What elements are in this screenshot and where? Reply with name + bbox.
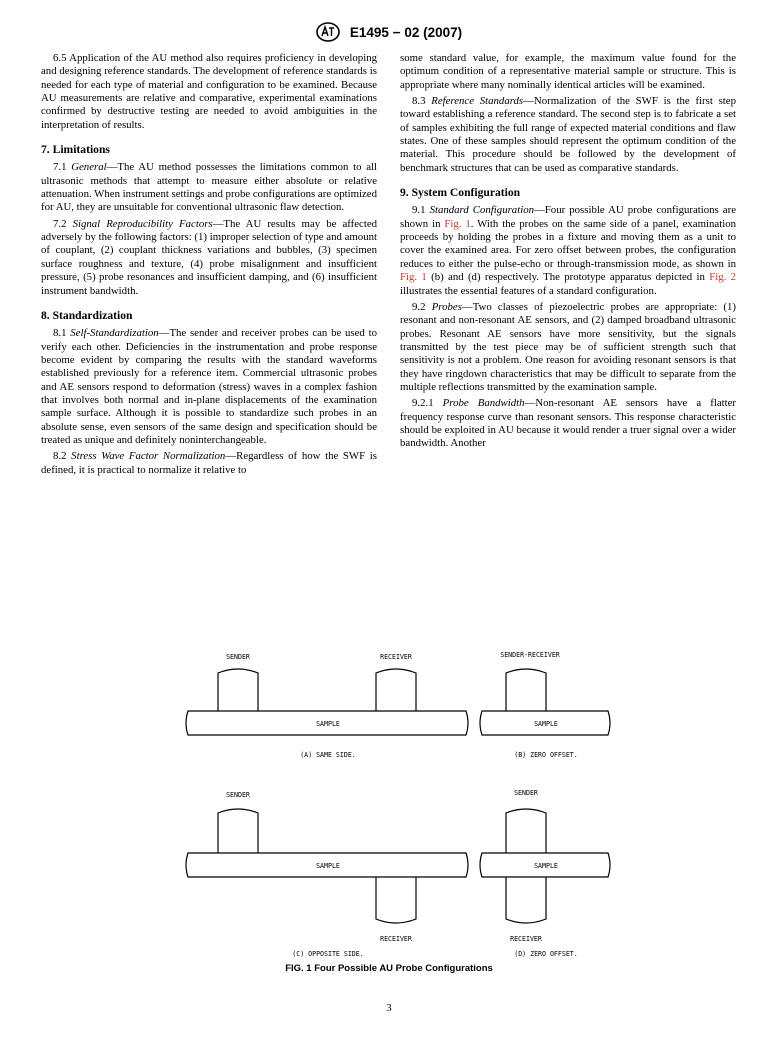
label-c-sample: SAMPLE — [316, 862, 340, 870]
sender-receiver-probe — [506, 669, 546, 711]
figure-1 — [160, 643, 620, 959]
caption-d: (D) ZERO OFFSET. — [514, 950, 578, 958]
paragraph-9-1: 9.1 Standard Configuration—Four possible AU probe configurations are shown in Fig. 1. With the probes on the same side of a panel, examination proceeds by holding the probes in a fixture and moving them as a unit to cover the examined area. For zero offset between probes, the configuration reduces to either the pulse-echo or through-transmission mode, as shown in Fig. 1 (b) and (d) respectively. The prototype apparatus depicted in Fig. 2 illustrates the essential features of a standard configuration. — [400, 204, 737, 297]
probe-configurations-diagram — [160, 643, 620, 959]
paragraph-9-2-1: 9.2.1 Probe Bandwidth—Non-resonant AE sensors have a flatter frequency response curve than resonant sensors. This response characteristic should be exploited in AU because it would render a truer signal over a wider bandwidth. Another — [400, 397, 736, 450]
paragraph-6-5: 6.5 Application of the AU method also requires proficiency in developing and designing reference standards. The development of reference standards is needed for each type of material and configuration to be examined. Because AU measurements are relative and comparative, experimental examinations confirmed by destructive testing are needed to avoid ambiguities in the interpretation of results. — [41, 52, 377, 131]
section-heading-limitations: 7. Limitations — [41, 143, 110, 157]
astm-logo-icon — [316, 22, 340, 42]
document-id: E1495 − 02 (2007) — [349, 24, 463, 40]
label-c-sender: SENDER — [226, 791, 250, 799]
label-a-sender: SENDER — [226, 653, 250, 661]
label-c-receiver: RECEIVER — [380, 935, 412, 943]
caption-c: (C) OPPOSITE SIDE. — [292, 950, 364, 958]
receiver-probe — [506, 877, 546, 923]
paragraph-7-1: 7.1 General—The AU method possesses the limitations common to all ultrasonic methods that attempt to measure either absolute or relative attenuation. When instrument settings and probe configurations are optimized for AU, they are unsuitable for conventional ultrasonic flaw detection. — [41, 161, 377, 214]
sender-probe — [218, 809, 258, 853]
fig-1-link[interactable]: Fig. 1 — [400, 271, 427, 284]
caption-b: (B) ZERO OFFSET. — [514, 751, 578, 759]
paragraph-8-2: 8.2 Stress Wave Factor Normalization—Regardless of how the SWF is defined, it is practical to normalize it relative to — [41, 450, 377, 476]
paragraph-8-1: 8.1 Self-Standardization—The sender and receiver probes can be used to verify each other. Deficiencies in the instrumentation and probe response become evident by comparing the results with the standard waveforms established previously for a reference item. Commercial ultrasonic probes and AE sensors respond to deformation (stress) waves in a complex fashion that involves both normal and in-plane displacements of the examination sample surface. Although it is possible to standardize such probes in an absolute sense, even sensors of the same design and specification should be treated as unique and definitely noninterchangeable. — [41, 327, 377, 446]
left-column — [41, 52, 377, 480]
section-heading-system-configuration: 9. System Configuration — [400, 186, 521, 200]
fig-1-link[interactable]: Fig. 1 — [444, 217, 471, 230]
caption-a: (A) SAME SIDE. — [300, 751, 356, 759]
label-a-receiver: RECEIVER — [380, 653, 412, 661]
page-number: 3 — [386, 1003, 392, 1014]
receiver-probe — [376, 877, 416, 923]
paragraph-7-2: 7.2 Signal Reproducibility Factors—The AU results may be affected adversely by the following factors: (1) improper selection of type and amount of couplant, (2) couplant thickness variations and bubbles, (3) specimen surface roughness and texture, (4) probe misalignment and insufficient pressure, (5) probe resonances and insufficient damping, and (6) insufficient instrument bandwidth. — [41, 217, 378, 297]
sender-probe — [506, 809, 546, 853]
fig-2-link[interactable]: Fig. 2 — [709, 271, 737, 284]
receiver-probe — [376, 669, 416, 711]
label-d-sample: SAMPLE — [534, 862, 558, 870]
label-b-sender-receiver: SENDER-RECEIVER — [500, 651, 560, 659]
section-heading-standardization: 8. Standardization — [41, 308, 133, 322]
paragraph-9-2: 9.2 Probes—Two classes of piezoelectric probes are appropriate: (1) resonant and non-resonant AE sensors, and (2) damped broadband ultrasonic probes. Resonant AE sensors have more sensitivity, but the signals transmitted by the test piece may be of sufficient strength such that sensitivity is not a problem. One reason for avoiding resonant sensors is that they have ringdown characteristics that may be difficult to separate from the multiple reflections transmitted by the examination sample. — [400, 300, 736, 393]
paragraph-8-3: 8.3 Reference Standards—Normalization of the SWF is the first step toward establishing a reference standard. The second step is to fabricate a set of samples exhibiting the full range of expected material conditions and flaw states. One of these samples should represent the optimum condition of the material. This procedure should be followed by the development of benchmark structures that can be used as comparative standards. — [400, 95, 736, 174]
label-d-sender: SENDER — [514, 789, 538, 797]
label-d-receiver: RECEIVER — [510, 935, 542, 943]
sender-probe — [218, 669, 258, 711]
label-b-sample: SAMPLE — [534, 720, 558, 728]
page-header — [0, 22, 778, 44]
figure-caption: FIG. 1 Four Possible AU Probe Configurations — [285, 963, 493, 974]
paragraph-8-2-continued: some standard value, for example, the maximum value found for the optimum condition of a representative material sample or structure. This is appropriate where many nominally identical articles will be examined. — [400, 52, 736, 91]
label-a-sample: SAMPLE — [316, 720, 340, 728]
right-column — [400, 52, 736, 454]
